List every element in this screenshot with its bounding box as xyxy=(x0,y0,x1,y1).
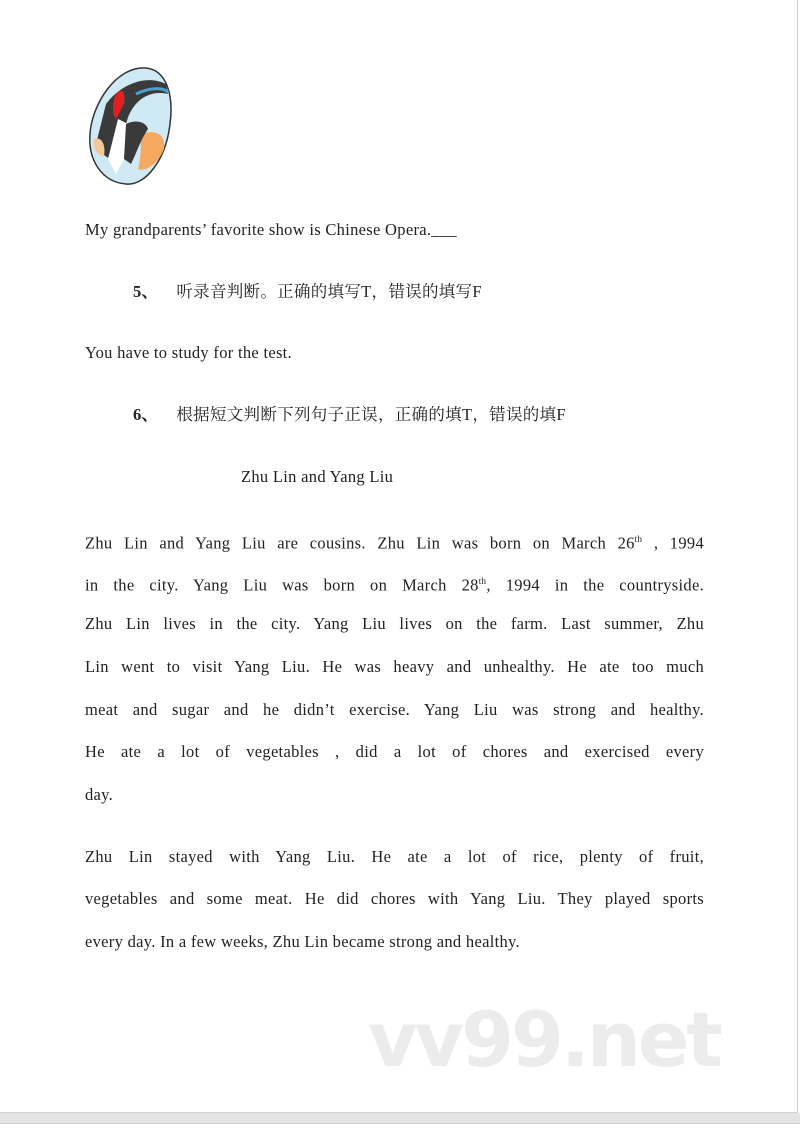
question-5-sentence: You have to study for the test. xyxy=(85,343,292,362)
passage-line: Lin went to visit Yang Liu. He was heavy and unhealthy. He ate too much xyxy=(85,657,704,676)
passage-line: vegetables and some meat. He did chores with Yang Liu. They played sports xyxy=(85,889,704,908)
passage-line: He ate a lot of vegetables , did a lot of chores and exercised every xyxy=(85,742,704,761)
watermark: vv99.net xyxy=(368,995,720,1084)
question-4-sentence xyxy=(85,220,457,240)
question-instruction: 听录音判断。正确的填写T，错误的填写F xyxy=(176,282,482,301)
passage-line: day. xyxy=(85,785,114,804)
answer-blank: ___ xyxy=(431,220,457,239)
passage-line: every day. In a few weeks, Zhu Lin became strong and healthy. xyxy=(85,932,520,951)
passage-line: Zhu Lin lives in the city. Yang Liu lives on the farm. Last summer, Zhu xyxy=(85,614,704,633)
passage-title: Zhu Lin and Yang Liu xyxy=(241,467,394,486)
question-number: 6、 xyxy=(133,405,159,424)
question-5-heading xyxy=(133,282,482,302)
peking-opera-mask-image xyxy=(86,64,176,189)
question-number: 5、 xyxy=(133,282,159,301)
passage-line: Zhu Lin stayed with Yang Liu. He ate a lot of rice, plenty of fruit, xyxy=(85,847,704,866)
sentence-text: My grandparents’ favorite show is Chinese Opera. xyxy=(85,220,432,239)
passage-line: meat and sugar and he didn’t exercise. Yang Liu was strong and healthy. xyxy=(85,700,704,719)
passage-line: in the city. Yang Liu was born on March 28th, 1994 in the countryside. xyxy=(85,575,705,595)
question-instruction: 根据短文判断下列句子正误，正确的填T，错误的填F xyxy=(176,405,566,424)
page-separator xyxy=(0,1113,800,1124)
passage-line: Zhu Lin and Yang Liu are cousins. Zhu Lin was born on March 26th , 1994 xyxy=(85,533,704,553)
question-6-heading xyxy=(133,405,566,425)
